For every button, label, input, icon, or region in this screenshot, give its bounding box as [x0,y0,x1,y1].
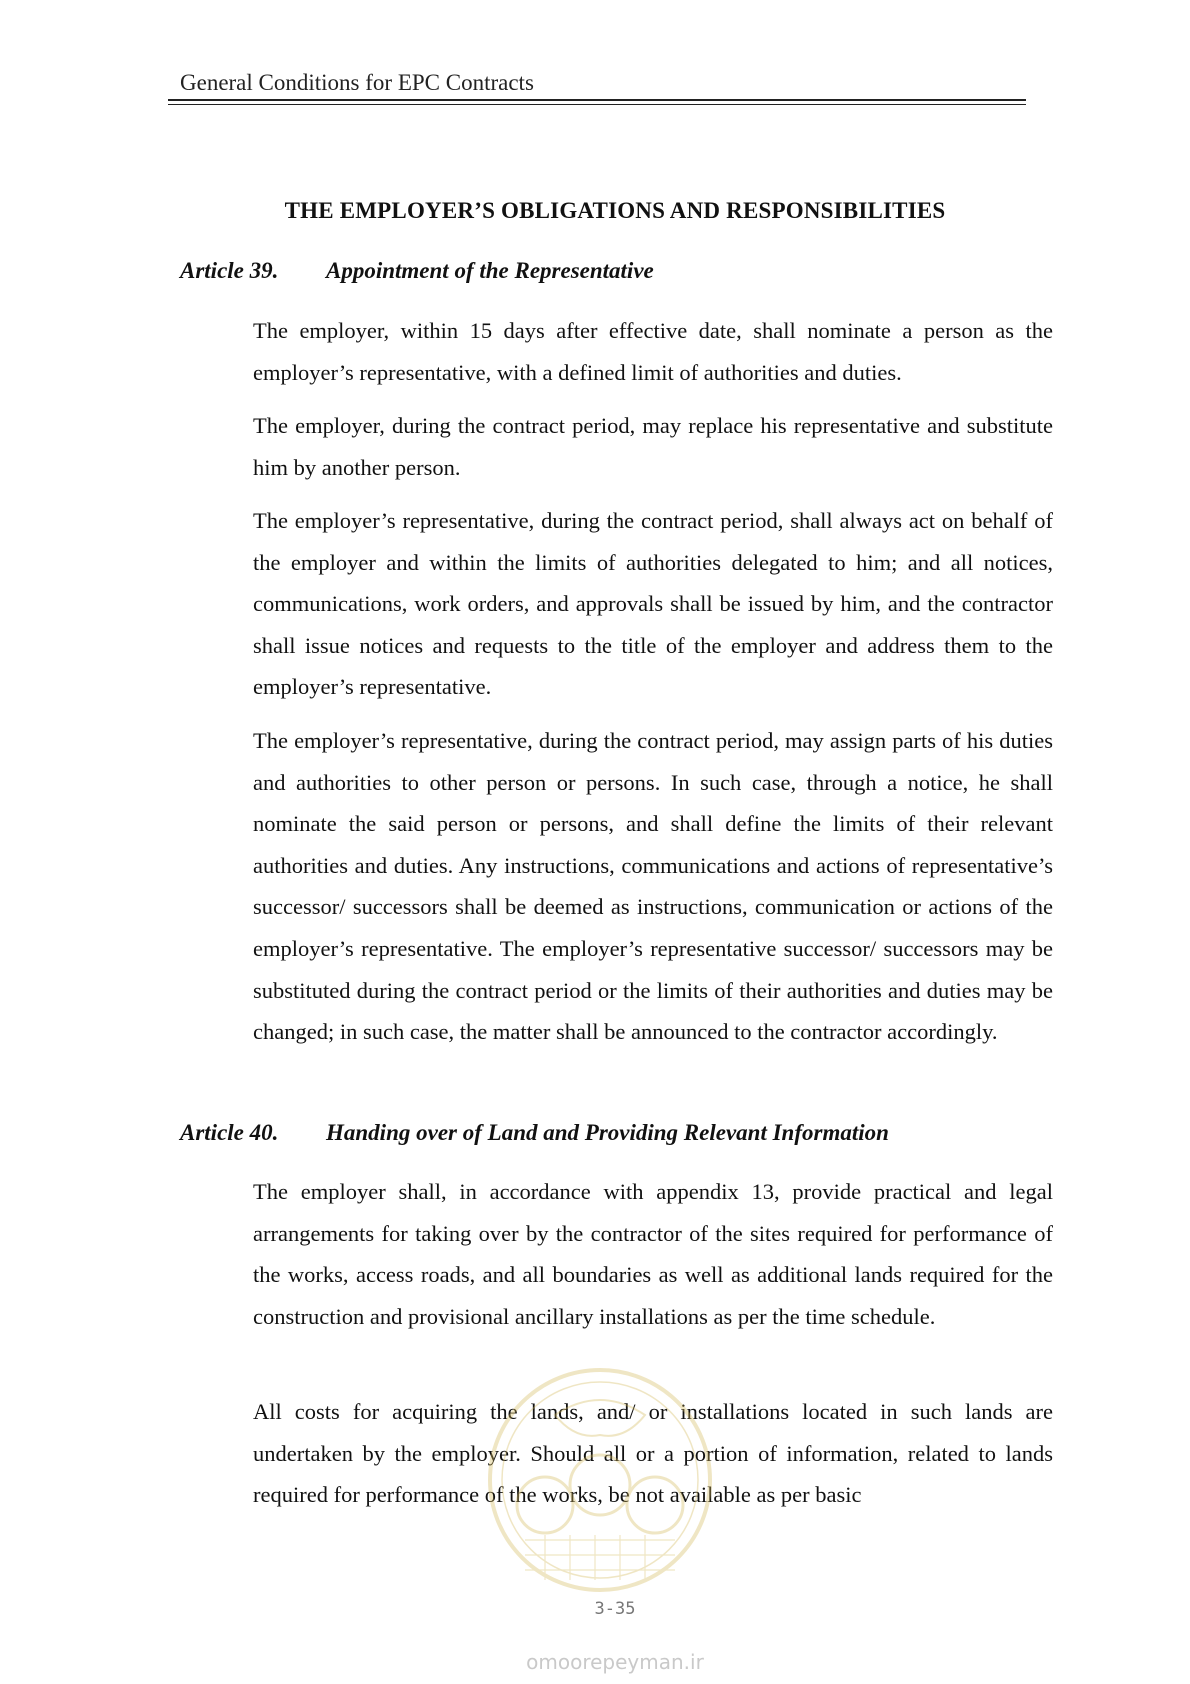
article-39-title: Appointment of the Representative [326,258,654,283]
header-rule-thin [168,104,1026,105]
watermark-text: omoorepeyman.ir [526,1650,704,1674]
article-40-heading [180,1120,889,1146]
article-39-paragraph-3: The employer’s representative, during the contract period, shall always act on behalf of the employer and within the limits of authorities delegated to him; and all notices, communications, work orders, and approvals shall be issued by him, and the contractor shall issue notices and requests to the title of the employer and address them to the employer’s representative. [253,508,1053,700]
header-rule-thick [168,99,1026,101]
page-number: 3-35 [594,1599,636,1619]
section-title: THE EMPLOYER’S OBLIGATIONS AND RESPONSIBILITIES [284,198,946,223]
article-40-paragraph-1: The employer shall, in accordance with appendix 13, provide practical and legal arrangements for taking over by the contractor of the sites required for performance of the works, access roads, and all boundaries as well as additional lands required for the construction and provisional ancillary installations as per the time schedule. [253,1179,1053,1329]
article-39-paragraph-1: The employer, within 15 days after effective date, shall nominate a person as the employer’s representative, with a defined limit of authorities and duties. [253,318,1053,385]
article-39-number: Article 39. [180,258,279,283]
article-40-paragraph-2: All costs for acquiring the lands, and/ or installations located in such lands are undertaken by the employer. Should all or a portion of information, related to lands required for performance of the works, be not available as per basic [253,1399,1053,1508]
article-39-paragraph-4: The employer’s representative, during the contract period, may assign parts of his duties and authorities to other person or persons. In such case, through a notice, he shall nominate the said person or persons, and shall define the limits of their relevant authorities and duties. Any instructions, communications and actions of representative’s successor/ successors shall be deemed as instructions, communication or actions of the employer’s representative. The employer’s representative successor/ successors may be substituted during the contract period or the limits of their authorities and duties may be changed; in such case, the matter shall be announced to the contractor accordingly. [253,728,1053,1045]
article-40-number: Article 40. [180,1120,279,1145]
page-header-title: General Conditions for EPC Contracts [180,70,534,95]
article-39-paragraph-2: The employer, during the contract period, may replace his representative and substitute him by another person. [253,413,1053,480]
article-40-title: Handing over of Land and Providing Relevant Information [326,1120,889,1145]
article-39-heading [180,258,654,284]
